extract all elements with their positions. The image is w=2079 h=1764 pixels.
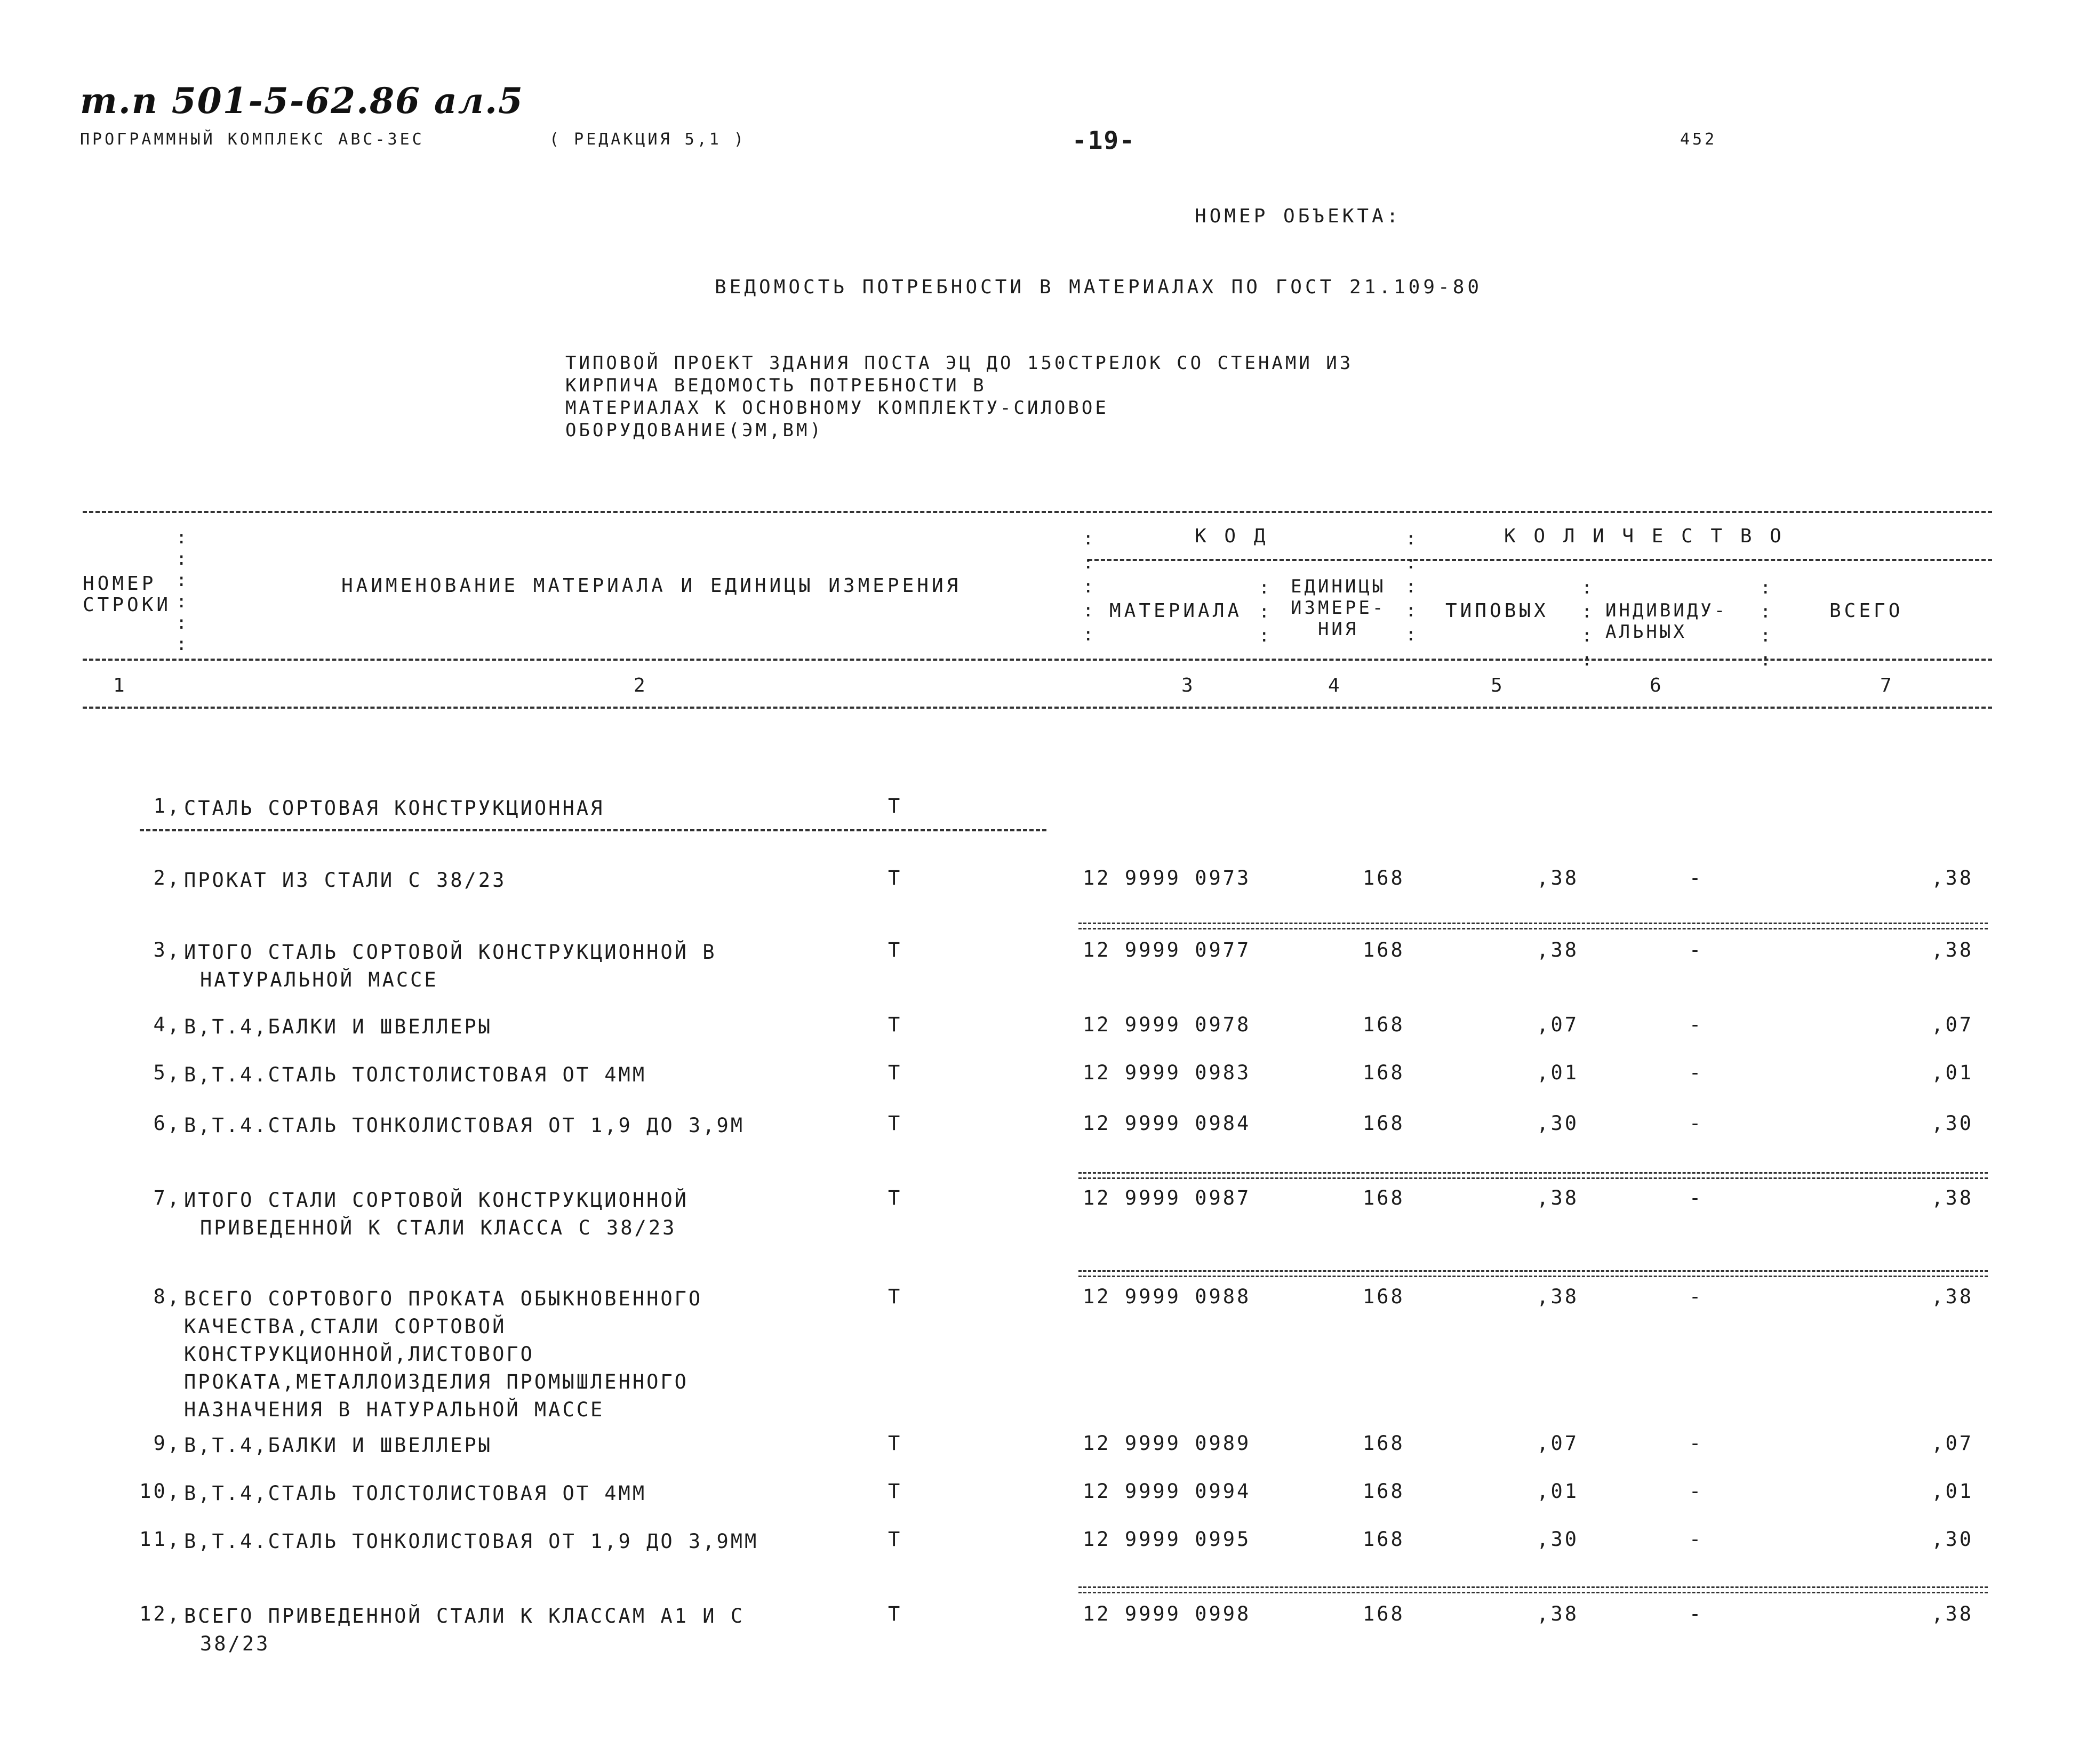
project-description-line: КИРПИЧА ВЕДОМОСТЬ ПОТРЕБНОСТИ В <box>565 375 987 396</box>
material-code: 12 9999 0987 <box>1083 1186 1251 1209</box>
unit-code: 168 <box>1363 1528 1405 1551</box>
individual-quantity: - <box>1689 1013 1704 1036</box>
material-name-line: В,Т.4,БАЛКИ И ШВЕЛЛЕРЫ <box>184 1015 493 1038</box>
unit-of-measure: Т <box>888 1432 902 1455</box>
material-name-line: НАЗНАЧЕНИЯ В НАТУРАЛЬНОЙ МАССЕ <box>184 1398 605 1421</box>
unit-of-measure: Т <box>888 1602 902 1625</box>
page-number: -19- <box>1072 126 1136 155</box>
header-material-name: НАИМЕНОВАНИЕ МАТЕРИАЛА И ЕДИНИЦЫ ИЗМЕРЕНИЯ <box>341 575 962 597</box>
total-quantity: ,07 <box>1931 1013 1973 1036</box>
material-name <box>184 1112 745 1140</box>
double-rule <box>1078 923 1988 929</box>
unit-code: 168 <box>1363 867 1405 889</box>
material-code: 12 9999 0977 <box>1083 939 1251 961</box>
total-quantity: ,30 <box>1931 1112 1973 1135</box>
material-name <box>184 1602 745 1658</box>
material-name-line: ИТОГО СТАЛЬ СОРТОВОЙ КОНСТРУКЦИОННОЙ В <box>184 941 717 964</box>
separator-colon: : : : : : : <box>176 527 187 655</box>
material-name <box>184 1432 492 1460</box>
project-description-line: ОБОРУДОВАНИЕ(ЭМ,ВМ) <box>565 420 823 441</box>
double-rule <box>1078 1270 1988 1277</box>
total-quantity: ,07 <box>1931 1432 1973 1455</box>
unit-of-measure: Т <box>888 1528 902 1551</box>
total-quantity: ,01 <box>1931 1480 1973 1503</box>
material-code: 12 9999 0973 <box>1083 867 1251 889</box>
typical-quantity: ,38 <box>1537 1285 1579 1308</box>
row-number: 5, <box>153 1061 181 1084</box>
material-name <box>184 1528 758 1555</box>
unit-code: 168 <box>1363 1432 1405 1455</box>
material-code: 12 9999 0984 <box>1083 1112 1251 1135</box>
unit-of-measure: Т <box>888 795 902 817</box>
material-code: 12 9999 0994 <box>1083 1480 1251 1503</box>
row-number: 1, <box>153 795 181 817</box>
unit-code: 168 <box>1363 1112 1405 1135</box>
header-unit-line: ИЗМЕРЕ- <box>1291 597 1386 619</box>
total-quantity: ,01 <box>1931 1061 1973 1084</box>
material-name <box>184 1480 646 1508</box>
double-rule <box>1078 1172 1988 1179</box>
material-name-line: В,Т.4.СТАЛЬ ТОНКОЛИСТОВАЯ ОТ 1,9 ДО 3,9ММ <box>184 1530 759 1553</box>
material-name-line: НАТУРАЛЬНОЙ МАССЕ <box>200 968 438 991</box>
individual-quantity: - <box>1689 1061 1704 1084</box>
col-number: 5 <box>1491 675 1506 696</box>
row-1-underline <box>140 829 1046 831</box>
header-material-code: МАТЕРИАЛА <box>1109 600 1243 622</box>
typical-quantity: ,38 <box>1537 1602 1579 1625</box>
header-row-number-line: НОМЕР <box>83 573 157 595</box>
separator-colon: : : : : : <box>1405 528 1417 645</box>
header-individual-line: АЛЬНЫХ <box>1605 621 1687 643</box>
material-name <box>184 1013 492 1041</box>
total-quantity: ,38 <box>1931 867 1973 889</box>
material-name-line: ВСЕГО СОРТОВОГО ПРОКАТА ОБЫКНОВЕННОГО <box>184 1287 703 1310</box>
material-name <box>184 939 716 994</box>
row-number: 8, <box>153 1285 181 1308</box>
unit-code: 168 <box>1363 1285 1405 1308</box>
project-description-line: ТИПОВОЙ ПРОЕКТ ЗДАНИЯ ПОСТА ЭЦ ДО 150СТРЕЛОК СО СТЕНАМИ ИЗ <box>565 352 1354 374</box>
individual-quantity: - <box>1689 1186 1704 1209</box>
unit-of-measure: Т <box>888 1480 902 1503</box>
material-name-line: 38/23 <box>200 1632 270 1655</box>
individual-quantity: - <box>1689 867 1704 889</box>
material-name-line: ВСЕГО ПРИВЕДЕННОЙ СТАЛИ К КЛАССАМ А1 И С <box>184 1605 745 1627</box>
header-code-group: К О Д <box>1195 525 1269 547</box>
unit-of-measure: Т <box>888 939 902 961</box>
total-quantity: ,38 <box>1931 1186 1973 1209</box>
typical-quantity: ,38 <box>1537 939 1579 961</box>
typical-quantity: ,38 <box>1537 867 1579 889</box>
material-name-line: ПРИВЕДЕННОЙ К СТАЛИ КЛАССА С 38/23 <box>200 1216 677 1239</box>
object-number-label: НОМЕР ОБЪЕКТА: <box>1195 205 1402 227</box>
individual-quantity: - <box>1689 1432 1704 1455</box>
typical-quantity: ,01 <box>1537 1480 1579 1503</box>
row-number: 4, <box>153 1013 181 1036</box>
individual-quantity: - <box>1689 939 1704 961</box>
row-number: 10, <box>139 1480 181 1503</box>
col-number: 2 <box>634 675 649 696</box>
sheet-number: 452 <box>1680 130 1717 149</box>
material-name <box>184 1285 702 1424</box>
typical-quantity: ,01 <box>1537 1061 1579 1084</box>
individual-quantity: - <box>1689 1285 1704 1308</box>
total-quantity: ,38 <box>1931 1602 1973 1625</box>
total-quantity: ,30 <box>1931 1528 1973 1551</box>
material-name-line: В,Т.4,СТАЛЬ ТОЛСТОЛИСТОВАЯ ОТ 4ММ <box>184 1482 647 1505</box>
material-name <box>184 867 506 894</box>
material-name-line: КОНСТРУКЦИОННОЙ,ЛИСТОВОГО <box>184 1343 534 1366</box>
material-code: 12 9999 0989 <box>1083 1432 1251 1455</box>
header-column-separators <box>0 0 2079 715</box>
unit-code: 168 <box>1363 1186 1405 1209</box>
material-name-line: ПРОКАТ ИЗ СТАЛИ С 38/23 <box>184 869 507 892</box>
col-number: 4 <box>1328 675 1343 696</box>
row-number: 3, <box>153 939 181 961</box>
row-number: 7, <box>153 1186 181 1209</box>
typical-quantity: ,07 <box>1537 1013 1579 1036</box>
material-name-line: КАЧЕСТВА,СТАЛИ СОРТОВОЙ <box>184 1315 507 1338</box>
total-quantity: ,38 <box>1931 1285 1973 1308</box>
edition-label: ( РЕДАКЦИЯ 5,1 ) <box>549 130 746 149</box>
header-total: ВСЕГО <box>1829 600 1904 622</box>
total-quantity: ,38 <box>1931 939 1973 961</box>
double-rule <box>1078 1586 1988 1593</box>
typical-quantity: ,30 <box>1537 1112 1579 1135</box>
unit-of-measure: Т <box>888 1112 902 1135</box>
separator-colon: : : : : <box>1581 577 1593 670</box>
typical-quantity: ,38 <box>1537 1186 1579 1209</box>
header-typical: ТИПОВЫХ <box>1445 600 1549 622</box>
handwritten-document-code: т.п 501-5-62.86 ал.5 <box>80 80 524 122</box>
material-name-line: СТАЛЬ СОРТОВАЯ КОНСТРУКЦИОННАЯ <box>184 797 605 820</box>
row-number: 9, <box>153 1432 181 1455</box>
material-name <box>184 1186 689 1242</box>
col-number: 7 <box>1880 675 1895 696</box>
unit-of-measure: Т <box>888 1013 902 1036</box>
material-code: 12 9999 0998 <box>1083 1602 1251 1625</box>
unit-code: 168 <box>1363 939 1405 961</box>
unit-of-measure: Т <box>888 867 902 889</box>
separator-colon: : : : <box>1259 577 1270 646</box>
material-name-line: ПРОКАТА,МЕТАЛЛОИЗДЕЛИЯ ПРОМЫШЛЕННОГО <box>184 1370 689 1393</box>
typical-quantity: ,30 <box>1537 1528 1579 1551</box>
col-number: 6 <box>1650 675 1665 696</box>
row-number: 2, <box>153 867 181 889</box>
row-number: 11, <box>139 1528 181 1551</box>
header-row-number-line: СТРОКИ <box>83 594 172 616</box>
unit-of-measure: Т <box>888 1285 902 1308</box>
material-code: 12 9999 0978 <box>1083 1013 1251 1036</box>
material-name-line: ИТОГО СТАЛИ СОРТОВОЙ КОНСТРУКЦИОННОЙ <box>184 1189 689 1212</box>
material-name <box>184 795 604 822</box>
typical-quantity: ,07 <box>1537 1432 1579 1455</box>
material-code: 12 9999 0995 <box>1083 1528 1251 1551</box>
material-name-line: В,Т.4.СТАЛЬ ТОЛСТОЛИСТОВАЯ ОТ 4ММ <box>184 1063 647 1086</box>
row-number: 6, <box>153 1112 181 1135</box>
col-number: 1 <box>113 675 128 696</box>
individual-quantity: - <box>1689 1528 1704 1551</box>
document-title: ВЕДОМОСТЬ ПОТРЕБНОСТИ В МАТЕРИАЛАХ ПО ГОСТ 21.109-80 <box>715 276 1483 298</box>
header-unit-line: ЕДИНИЦЫ <box>1291 576 1386 597</box>
unit-code: 168 <box>1363 1602 1405 1625</box>
program-complex-label: ПРОГРАММНЫЙ КОМПЛЕКС АВС-3ЕС <box>80 130 425 149</box>
unit-of-measure: Т <box>888 1061 902 1084</box>
material-code: 12 9999 0983 <box>1083 1061 1251 1084</box>
material-name-line: В,Т.4,БАЛКИ И ШВЕЛЛЕРЫ <box>184 1434 493 1457</box>
col-number: 3 <box>1181 675 1196 696</box>
unit-code: 168 <box>1363 1061 1405 1084</box>
header-individual-line: ИНДИВИДУ- <box>1605 600 1728 621</box>
separator-colon: : : : : : <box>1083 528 1094 645</box>
individual-quantity: - <box>1689 1480 1704 1503</box>
individual-quantity: - <box>1689 1602 1704 1625</box>
material-name-line: В,Т.4.СТАЛЬ ТОНКОЛИСТОВАЯ ОТ 1,9 ДО 3,9М <box>184 1114 745 1137</box>
unit-of-measure: Т <box>888 1186 902 1209</box>
header-quantity-group: К О Л И Ч Е С Т В О <box>1504 525 1785 547</box>
material-name <box>184 1061 646 1089</box>
material-code: 12 9999 0988 <box>1083 1285 1251 1308</box>
individual-quantity: - <box>1689 1112 1704 1135</box>
project-description-line: МАТЕРИАЛАХ К ОСНОВНОМУ КОМПЛЕКТУ-СИЛОВОЕ <box>565 397 1109 419</box>
header-unit-line: НИЯ <box>1317 619 1359 640</box>
unit-code: 168 <box>1363 1013 1405 1036</box>
row-number: 12, <box>139 1602 181 1625</box>
unit-code: 168 <box>1363 1480 1405 1503</box>
separator-colon: : : : : <box>1760 577 1771 670</box>
